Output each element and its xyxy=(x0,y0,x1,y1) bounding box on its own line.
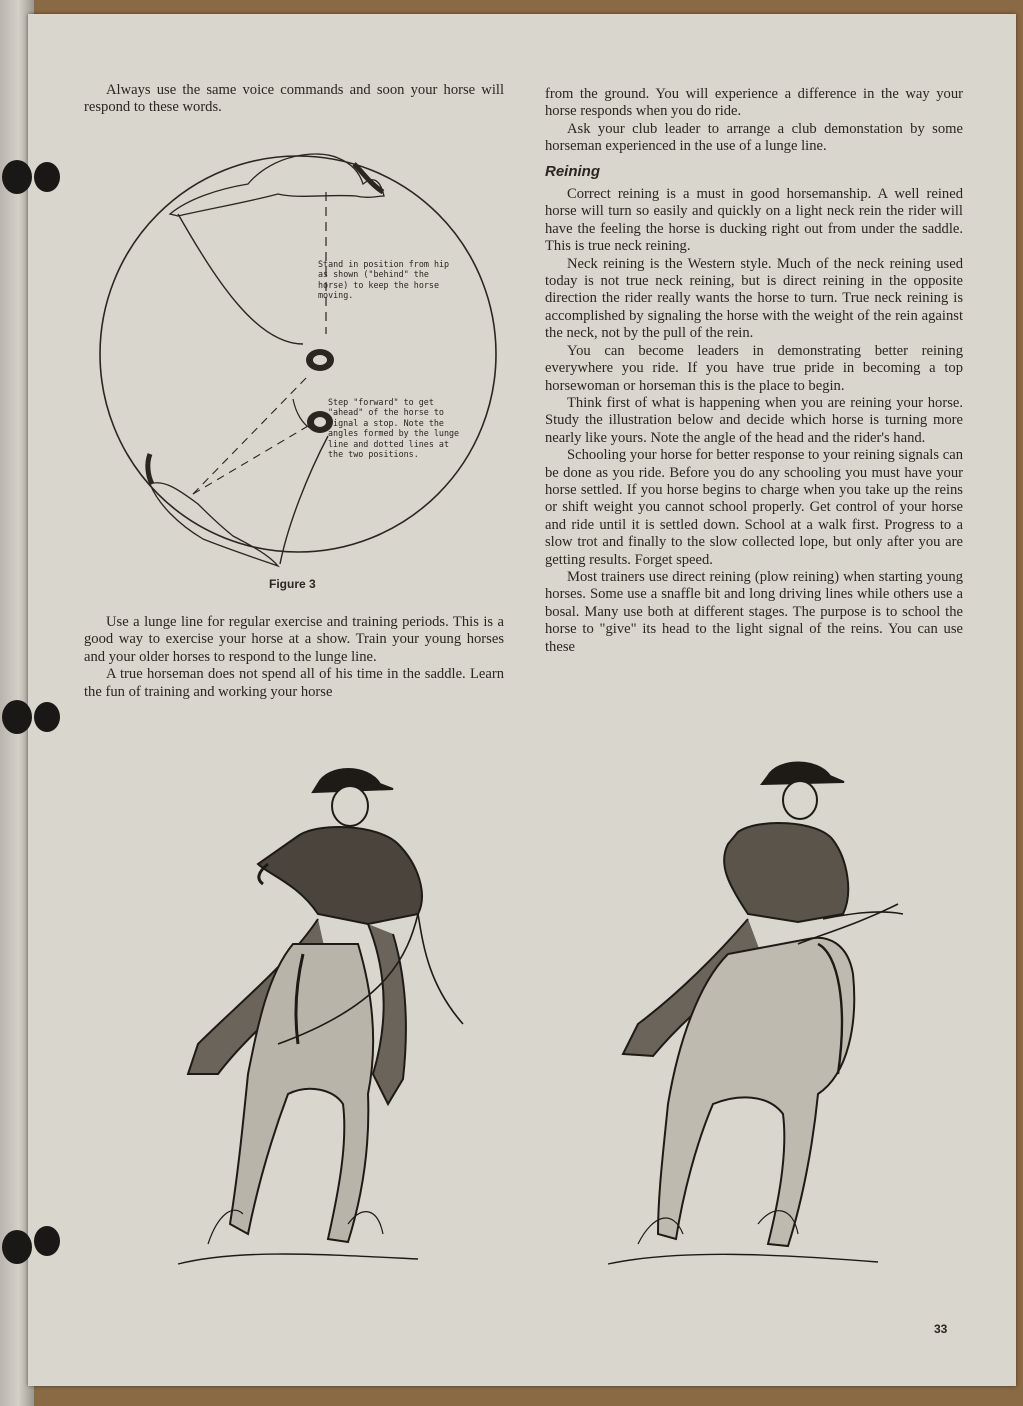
section-heading-reining: Reining xyxy=(545,162,600,180)
rider-neck-reining-illustration xyxy=(578,744,938,1284)
paragraph: Ask your club leader to arrange a club demonstation by some horseman experienced in the use of a lunge line. xyxy=(545,120,963,155)
booklet-page xyxy=(28,14,1016,1386)
figure-caption: Figure 3 xyxy=(269,577,316,591)
paragraph: Schooling your horse for better response to your reining signals can be done as you ride. Before you do any schooling you must have your horse settled. If you horse begins to charge when you take up the reins or shift weight you cannot school properly. Get control of your horse and ride until it is settled down. School at a walk first. Progress to a slow trot and finally to the slow collected lope, but only after you are getting results. Forget speed. xyxy=(545,447,963,568)
rider-direct-reining-illustration xyxy=(118,744,478,1284)
binder-hole xyxy=(2,160,32,194)
paragraph: A true horseman does not spend all of his time in the saddle. Learn the fun of training and working your horse xyxy=(84,666,504,700)
binder-hole xyxy=(2,1230,32,1264)
paragraph: Correct reining is a must in good horsemanship. A well reined horse will turn so easily and quickly on a light neck rein the rider will have the feeling the horse is ducking right out from under the saddle. This is true neck reining. xyxy=(545,186,963,255)
left-column-top xyxy=(84,82,504,117)
right-column xyxy=(545,86,963,656)
lunge-line-diagram xyxy=(98,144,508,574)
lunge-circle xyxy=(100,156,496,552)
horse-bottom-illustration xyxy=(150,483,278,566)
paragraph: Neck reining is the Western style. Much of the neck reining used today is not true neck reining, but is direct reining in the opposite direction the rider really wants the horse to turn. True neck reining is accomplished by signaling the horse with the weight of the rein against the neck, not by the pull of the rein. xyxy=(545,255,963,342)
lunge-line xyxy=(178,214,303,344)
note-hip-position: Stand in position from hip as shown ("behind" the horse) to keep the horse moving. xyxy=(318,259,450,301)
paragraph: Most trainers use direct reining (plow reining) when starting young horses. Some use a snaffle bit and long driving lines while others use a bosal. Many use both at different stages. The purpose is to school the horse to "give" its head to the light signal of the reins. You can use these xyxy=(545,568,963,655)
binder-hole xyxy=(34,162,60,192)
paragraph: from the ground. You will experience a difference in the way your horse responds when you do ride. xyxy=(545,86,963,120)
lunge-line xyxy=(280,436,328,564)
binder-hole xyxy=(34,702,60,732)
left-column-bottom xyxy=(84,614,504,701)
paragraph: You can become leaders in demonstrating better reining everywhere you ride. If you have true pride in becoming a top horsewoman or horseman this is the place to begin. xyxy=(545,342,963,394)
binder-hole xyxy=(34,1226,60,1256)
paragraph: Always use the same voice commands and soon your horse will respond to these words. xyxy=(84,82,504,116)
paragraph: Think first of what is happening when you are reining your horse. Study the illustration below and decide which horse is turning more nearly like yours. Note the angle of the head and the rider's hand. xyxy=(545,394,963,446)
paragraph: Use a lunge line for regular exercise and training periods. This is a good way to exercise your horse at a show. Train your young horses and your older horses to respond to the lunge line. xyxy=(84,614,504,665)
note-stop-position: Step "forward" to get "ahead" of the horse to signal a stop. Note the angles formed by the lunge line and dotted lines at the two positions. xyxy=(328,397,460,460)
binder-hole xyxy=(2,700,32,734)
page-number: 33 xyxy=(934,1322,948,1336)
